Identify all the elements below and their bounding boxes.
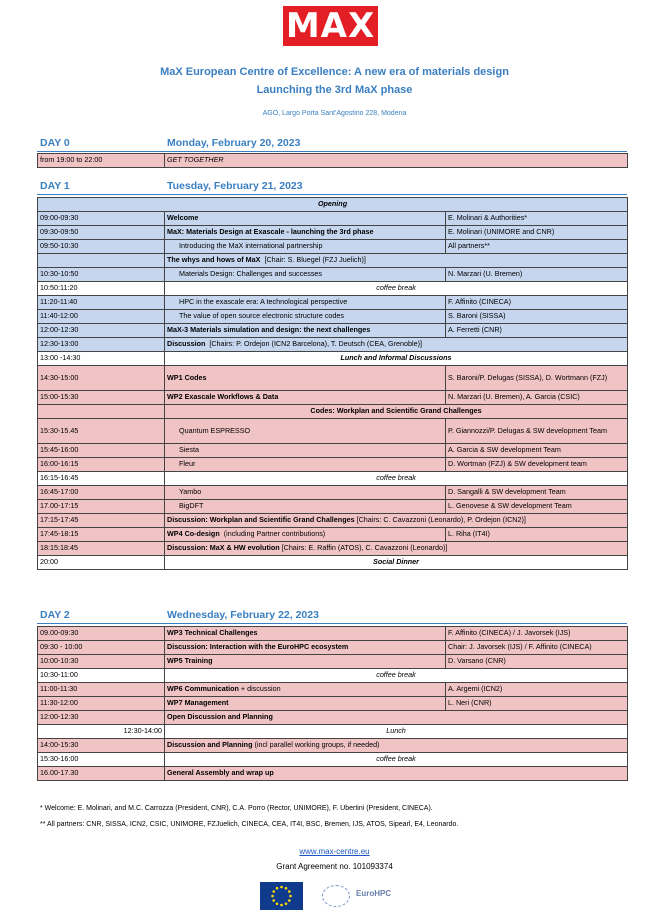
- speaker-cell: N. Marzari (U. Bremen), A. Garcia (CSIC): [446, 391, 628, 405]
- time-cell: 12:30-14:00: [38, 725, 165, 739]
- time-cell: 17:45-18:15: [38, 528, 165, 542]
- speaker-cell: F. Affinito (CINECA) / J. Javorsek (IJS): [446, 627, 628, 641]
- time-cell: 10:30-11:00: [38, 669, 165, 683]
- speaker-cell: S. Baroni/P. Delugas (SISSA), D. Wortmann (FZJ): [446, 366, 628, 391]
- table-row: [38, 458, 628, 472]
- day2-table: [37, 626, 628, 781]
- table-row: [38, 268, 628, 282]
- time-cell: 12:00-12:30: [38, 711, 165, 725]
- table-row: [38, 419, 628, 444]
- website-link[interactable]: www.max-centre.eu: [299, 847, 370, 856]
- time-cell: 12:00-12:30: [38, 324, 165, 338]
- time-cell: 16:15-16:45: [38, 472, 165, 486]
- table-row: [38, 198, 628, 212]
- table-row: [38, 366, 628, 391]
- time-cell: 09.00-09:30: [38, 627, 165, 641]
- title-cell: HPC in the exascale era: A technological perspective: [165, 296, 446, 310]
- day-date: Wednesday, February 22, 2023: [167, 609, 319, 621]
- speaker-cell: E. Molinari (UNIMORE and CNR): [446, 226, 628, 240]
- table-row: [38, 391, 628, 405]
- day-label: DAY 0: [40, 137, 70, 149]
- coffee-break: coffee break: [165, 472, 628, 486]
- title-rest: [Chairs: E. Raffin (ATOS), C. Cavazzoni (Leonardo)]: [281, 543, 448, 553]
- speaker-cell: A. Garcia & SW development Team: [446, 444, 628, 458]
- title-cell: Materials Design: Challenges and successes: [165, 268, 446, 282]
- eurohpc-label: EuroHPC: [356, 889, 392, 898]
- table-row: [38, 739, 628, 753]
- title-rest: + discussion: [240, 684, 281, 694]
- table-row: [38, 338, 628, 352]
- title-cell: [165, 514, 628, 528]
- speaker-cell: L. Genovese & SW development Team: [446, 500, 628, 514]
- title-cell: MaX-3 Materials simulation and design: the next challenges: [165, 324, 446, 338]
- time-cell: 14:30-15:00: [38, 366, 165, 391]
- table-row: [38, 444, 628, 458]
- title-cell: Quantum ESPRESSO: [165, 419, 446, 444]
- title-cell: WP7 Management: [165, 697, 446, 711]
- title-rest: [Chairs: P. Ordejon (ICN2 Barcelona), T. Deutsch (CEA, Grenoble)]: [209, 339, 423, 349]
- speaker-cell: S. Baroni (SISSA): [446, 310, 628, 324]
- title-cell: [165, 683, 446, 697]
- speaker-cell: D. Sangalli & SW development Team: [446, 486, 628, 500]
- title-bold: Discussion: MaX & HW evolution: [167, 543, 280, 553]
- speaker-cell: N. Marzari (U. Bremen): [446, 268, 628, 282]
- table-row: [38, 514, 628, 528]
- table-row: [38, 472, 628, 486]
- day-label: DAY 2: [40, 609, 70, 621]
- time-cell: 15:30-16:00: [38, 753, 165, 767]
- coffee-break: coffee break: [165, 669, 628, 683]
- eu-flag-icon: [260, 882, 303, 910]
- day0-header: [37, 137, 627, 152]
- title-cell: The value of open source electronic structure codes: [165, 310, 446, 324]
- grant-agreement: Grant Agreement no. 101093374: [276, 862, 393, 871]
- speaker-cell: All partners**: [446, 240, 628, 254]
- speaker-cell: D. Varsano (CNR): [446, 655, 628, 669]
- table-row: [38, 627, 628, 641]
- time-cell: from 19:00 to 22:00: [38, 154, 165, 168]
- time-cell: 09:00-09:30: [38, 212, 165, 226]
- time-cell: [38, 405, 165, 419]
- eu-stars-icon: [260, 882, 303, 910]
- table-row: [38, 655, 628, 669]
- table-row: [38, 753, 628, 767]
- table-row: [38, 154, 628, 168]
- table-row: [38, 542, 628, 556]
- day-label: DAY 1: [40, 180, 70, 192]
- table-row: [38, 486, 628, 500]
- time-cell: 20:00: [38, 556, 165, 570]
- time-cell: 10:00-10:30: [38, 655, 165, 669]
- time-cell: 14:00-15:30: [38, 739, 165, 753]
- table-row: [38, 683, 628, 697]
- time-cell: 09:30-09:50: [38, 226, 165, 240]
- title-cell: General Assembly and wrap up: [165, 767, 628, 781]
- time-cell: 18:15:18:45: [38, 542, 165, 556]
- time-cell: 15:00-15:30: [38, 391, 165, 405]
- page-subtitle: Launching the 3rd MaX phase: [256, 84, 413, 96]
- title-cell: BigDFT: [165, 500, 446, 514]
- table-row: [38, 711, 628, 725]
- title-rest: [Chair: S. Bluegel (FZJ Juelich)]: [264, 255, 366, 265]
- table-row: [38, 405, 628, 419]
- speaker-cell: D. Wortman (FZJ) & SW development team: [446, 458, 628, 472]
- title-cell: Fleur: [165, 458, 446, 472]
- table-row: [38, 212, 628, 226]
- title-cell: Yambo: [165, 486, 446, 500]
- footnote-welcome: * Welcome: E. Molinari, and M.C. Carrozza (President, CNR), C.A. Porro (Rector, UNIMORE), F. Ubertini (President, CINECA).: [40, 805, 433, 812]
- table-row: [38, 725, 628, 739]
- time-cell: 11:20-11:40: [38, 296, 165, 310]
- table-row: [38, 324, 628, 338]
- speaker-cell: L. Riha (IT4I): [446, 528, 628, 542]
- table-row: [38, 226, 628, 240]
- table-row: [38, 669, 628, 683]
- table-row: [38, 697, 628, 711]
- speaker-cell: P. Giannozzi/P. Delugas & SW development Team: [446, 419, 628, 444]
- max-logo: MAX: [283, 6, 378, 46]
- table-row: [38, 254, 628, 268]
- table-row: [38, 310, 628, 324]
- speaker-cell: L. Neri (CNR): [446, 697, 628, 711]
- day2-header: [37, 609, 627, 624]
- speaker-cell: A. Ferretti (CNR): [446, 324, 628, 338]
- title-cell: WP5 Training: [165, 655, 446, 669]
- title-cell: Welcome: [165, 212, 446, 226]
- speaker-cell: A. Argemi (ICN2): [446, 683, 628, 697]
- title-cell: Discussion: Interaction with the EuroHPC ecosystem: [165, 641, 446, 655]
- title-bold: Discussion: [167, 339, 206, 349]
- table-row: [38, 352, 628, 366]
- time-cell: 10:50:11:20: [38, 282, 165, 296]
- footnote-partners: ** All partners: CNR, SISSA, ICN2, CSIC, UNIMORE, FZJuelich, CINECA, CEA, IT4I, BSC, Bremen, IJS, ATOS, Sipearl, E4, Leonardo.: [40, 821, 459, 828]
- eurohpc-logo: [322, 885, 402, 907]
- title-bold: WP6 Communication: [167, 684, 239, 694]
- title-rest: [Chairs: C. Cavazzoni (Leonardo), P. Ordejon (ICN2)]: [356, 515, 526, 525]
- title-bold: Discussion: Workplan and Scientific Grand Challenges: [167, 515, 355, 525]
- day1-table: [37, 197, 628, 570]
- title-cell: WP1 Codes: [165, 366, 446, 391]
- title-rest: (incl parallel working groups, if needed): [254, 740, 380, 750]
- day0-table: [37, 153, 628, 168]
- title-bold: WP4 Co-design: [167, 529, 220, 539]
- section-heading: Codes: Workplan and Scientific Grand Challenges: [165, 405, 628, 419]
- title-cell: Open Discussion and Planning: [165, 711, 628, 725]
- time-cell: 15:45-16:00: [38, 444, 165, 458]
- time-cell: 11:00-11:30: [38, 683, 165, 697]
- speaker-cell: E. Molinari & Authorities*: [446, 212, 628, 226]
- title-cell: MaX: Materials Design at Exascale - launching the 3rd phase: [165, 226, 446, 240]
- time-cell: 11:40-12:00: [38, 310, 165, 324]
- day1-header: [37, 180, 627, 195]
- time-cell: 16.00-17.30: [38, 767, 165, 781]
- time-cell: 12:30-13:00: [38, 338, 165, 352]
- table-row: [38, 767, 628, 781]
- time-cell: 10:30-10:50: [38, 268, 165, 282]
- title-bold: The whys and hows of MaX: [167, 255, 261, 265]
- time-cell: 09:50-10:30: [38, 240, 165, 254]
- title-cell: WP2 Exascale Workflows & Data: [165, 391, 446, 405]
- title-bold: Discussion and Planning: [167, 740, 253, 750]
- title-cell: WP3 Technical Challenges: [165, 627, 446, 641]
- time-cell: 09:30 - 10:00: [38, 641, 165, 655]
- title-cell: Siesta: [165, 444, 446, 458]
- lunch-row: Lunch: [165, 725, 628, 739]
- speaker-cell: F. Affinito (CINECA): [446, 296, 628, 310]
- table-row: [38, 240, 628, 254]
- table-row: [38, 296, 628, 310]
- table-row: [38, 282, 628, 296]
- coffee-break: coffee break: [165, 753, 628, 767]
- time-cell: 17:15-17:45: [38, 514, 165, 528]
- title-cell: [165, 254, 628, 268]
- lunch-row: Lunch and Informal Discussions: [165, 352, 628, 366]
- dinner-row: Social Dinner: [165, 556, 628, 570]
- title-rest: (including Partner contributions): [223, 529, 326, 539]
- table-row: [38, 641, 628, 655]
- table-row: [38, 556, 628, 570]
- title-cell: [165, 542, 628, 556]
- table-row: [38, 528, 628, 542]
- time-cell: 15:30-15.45: [38, 419, 165, 444]
- page-title: MaX European Centre of Excellence: A new era of materials design: [160, 66, 509, 78]
- day-date: Tuesday, February 21, 2023: [167, 180, 303, 192]
- time-cell: 13:00 -14:30: [38, 352, 165, 366]
- title-cell: Introducing the MaX international partnership: [165, 240, 446, 254]
- time-cell: 16:00-16:15: [38, 458, 165, 472]
- time-cell: 17.00-17:15: [38, 500, 165, 514]
- speaker-cell: Chair: J. Javorsek (IJS) / F. Affinito (CINECA): [446, 641, 628, 655]
- eurohpc-ring-icon: [322, 885, 350, 907]
- title-cell: [165, 528, 446, 542]
- section-heading: Opening: [38, 198, 628, 212]
- time-cell: 11:30-12:00: [38, 697, 165, 711]
- day-date: Monday, February 20, 2023: [167, 137, 301, 149]
- time-cell: [38, 254, 165, 268]
- coffee-break: coffee break: [165, 282, 628, 296]
- title-cell: [165, 338, 628, 352]
- title-cell: GET TOGETHER: [165, 154, 628, 168]
- table-row: [38, 500, 628, 514]
- time-cell: 16:45-17:00: [38, 486, 165, 500]
- title-cell: [165, 739, 628, 753]
- venue: AGO, Largo Porta Sant'Agostino 228, Modena: [262, 110, 407, 117]
